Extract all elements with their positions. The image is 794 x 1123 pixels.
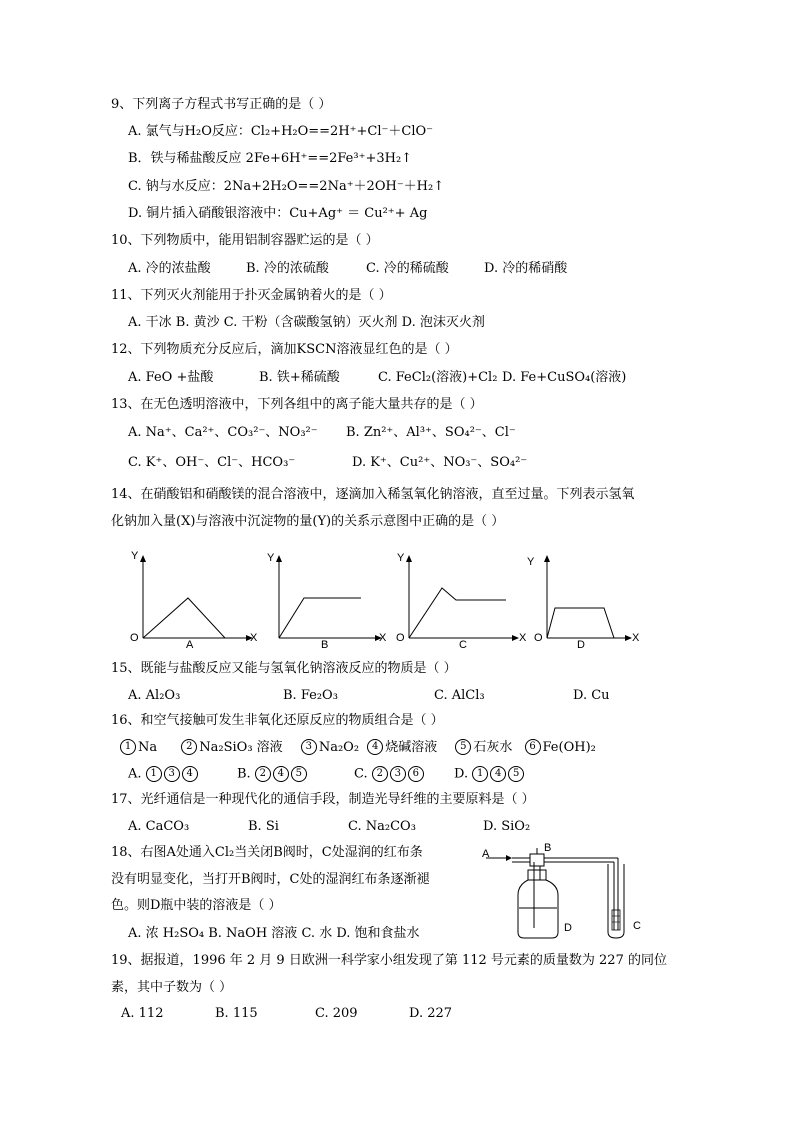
- circled-number: 5: [455, 739, 471, 755]
- graph-a-plot: [128, 550, 260, 650]
- q10-option-c: C. 冷的稀硫酸: [366, 261, 449, 276]
- q16-item-3: 3 Na₂O₂: [301, 740, 359, 755]
- q12-stem: 12、下列物质充分反应后，滴加KSCN溶液显红色的是（ ）: [111, 342, 458, 357]
- q19-option-c: C. 209: [315, 1006, 358, 1021]
- q10-option-d: D. 冷的稀硝酸: [484, 261, 568, 276]
- q10-option-b: B. 冷的浓硫酸: [246, 261, 329, 276]
- graph-b-plot: [264, 550, 394, 650]
- q9-option-c: C. 钠与水反应：2Na+2H₂O==2Na⁺＋2OH⁻＋H₂↑: [128, 179, 445, 194]
- q13-option-d: D. K⁺、Cu²⁺、NO₃⁻、SO₄²⁻: [352, 455, 528, 470]
- q16-item-5: 5 石灰水: [455, 740, 512, 755]
- q14-stem-line2: 化钠加入量(X)与溶液中沉淀物的量(Y)的关系示意图中正确的是（ ）: [111, 514, 505, 529]
- apparatus-label-a: A: [482, 848, 490, 860]
- q15-option-b: B. Fe₂O₃: [283, 688, 338, 703]
- circled-number: 1: [120, 739, 136, 755]
- q12-option-d: D. Fe+CuSO₄(溶液): [502, 370, 627, 385]
- q12-option-c: C. FeCl₂(溶液)+Cl₂: [378, 370, 498, 385]
- graph-a-origin: O: [130, 632, 139, 644]
- graph-a-x-label: X: [250, 632, 258, 644]
- q16-stem: 16、和空气接触可发生非氧化还原反应的物质组合是（ ）: [111, 713, 444, 728]
- graph-d-plot: [532, 550, 642, 650]
- q9-option-a: A. 氯气与H₂O反应：Cl₂+H₂O==2H⁺+Cl⁻＋ClO⁻: [128, 124, 434, 139]
- q11-stem: 11、下列灭火剂能用于扑灭金属钠着火的是（ ）: [111, 288, 392, 303]
- q16-item-6: 6 Fe(OH)₂: [525, 740, 596, 755]
- q9-option-b: B．铁与稀盐酸反应 2Fe+6H⁺==2Fe³⁺+3H₂↑: [128, 151, 413, 166]
- graph-a: [128, 550, 260, 650]
- graph-d-origin: O: [534, 632, 543, 644]
- q16-item-1: 1 Na: [120, 740, 157, 755]
- q11-options: A. 干冰 B. 黄沙 C. 干粉（含碳酸氢钠）灭火剂 D. 泡沫灭火剂: [128, 315, 485, 330]
- q16-option-b: B. 2 4 5: [237, 766, 309, 783]
- q19-line2: 素，其中子数为（ ）: [111, 980, 233, 995]
- graph-c: [394, 550, 535, 651]
- q16-option-d: D. 1 4 5: [454, 766, 526, 783]
- q19-option-d: D. 227: [409, 1006, 453, 1021]
- graph-b-x-label: X: [379, 632, 387, 644]
- circled-number: 3: [301, 739, 317, 755]
- circled-number: 4: [367, 739, 383, 755]
- graph-c-x-label: X: [519, 632, 527, 644]
- q17-option-d: D. SiO₂: [483, 819, 531, 834]
- graph-b-letter: B: [321, 639, 329, 651]
- q19-option-b: B. 115: [215, 1006, 258, 1021]
- q18-line1: 18、右图A处通入Cl₂当关闭B阀时，C处湿润的红布条: [111, 845, 423, 860]
- q9-stem: 9、下列离子方程式书写正确的是（ ）: [111, 97, 332, 112]
- graph-c-origin: O: [396, 632, 405, 644]
- q15-option-d: D. Cu: [573, 688, 610, 703]
- apparatus-label-c: C: [633, 920, 641, 932]
- circled-number: 6: [525, 739, 541, 755]
- q10-stem: 10、下列物质中，能用铝制容器贮运的是（ ）: [111, 233, 379, 248]
- graph-c-letter: C: [459, 639, 467, 651]
- q13-option-c: C. K⁺、OH⁻、Cl⁻、HCO₃⁻: [128, 455, 296, 470]
- q16-items: [120, 739, 596, 756]
- apparatus-label-b: B: [544, 842, 552, 854]
- circled-number: 2: [181, 739, 197, 755]
- q18-line2: 没有明显变化，当打开B阀时，C处的湿润红布条逐渐褪: [111, 872, 430, 887]
- q16-item-2: 2 Na₂SiO₃ 溶液: [181, 740, 282, 755]
- q14-stem-line1: 14、在硝酸铝和硝酸镁的混合溶液中，逐滴加入稀氢氧化钠溶液，直至过量。下列表示氢氧: [111, 487, 635, 502]
- graph-d-x-label: X: [632, 632, 640, 644]
- q12-option-b: B. 铁+稀硫酸: [259, 370, 340, 385]
- q13-stem: 13、在无色透明溶液中，下列各组中的离子能大量共存的是（ ）: [111, 397, 483, 412]
- graph-b-y-label: Y: [267, 552, 275, 564]
- q15-option-a: A. Al₂O₃: [128, 688, 181, 703]
- q15-stem: 15、既能与盐酸反应又能与氢氧化钠溶液反应的物质是（ ）: [111, 661, 457, 676]
- apparatus-label-d: D: [564, 922, 572, 934]
- graph-b: [264, 550, 394, 650]
- q15-option-c: C. AlCl₃: [434, 688, 485, 703]
- graph-a-letter: A: [186, 639, 194, 651]
- q9-option-d: D. 铜片插入硝酸银溶液中：Cu+Ag⁺ ＝ Cu²⁺+ Ag: [128, 206, 428, 221]
- q16-item-4: 4 烧碱溶液: [367, 740, 437, 755]
- q10-option-a: A. 冷的浓盐酸: [128, 261, 211, 276]
- q13-option-a: A. Na⁺、Ca²⁺、CO₃²⁻、NO₃²⁻: [128, 425, 318, 440]
- q17-stem: 17、光纤通信是一种现代化的通信手段，制造光导纤维的主要原料是（ ）: [111, 792, 535, 807]
- q19-line1: 19、据报道，1996 年 2 月 9 日欧洲一科学家小组发现了第 112 号元素的质量数为 227 的同位: [111, 953, 667, 968]
- graph-c-y-label: Y: [397, 552, 405, 564]
- apparatus-figure: [478, 840, 658, 949]
- q13-option-b: B. Zn²⁺、Al³⁺、SO₄²⁻、Cl⁻: [346, 425, 516, 440]
- q17-option-a: A. CaCO₃: [128, 819, 190, 834]
- q17-option-b: B. Si: [248, 819, 279, 834]
- graph-d: [527, 550, 642, 651]
- graph-c-plot: [394, 550, 535, 650]
- graph-d-y-label: Y: [527, 556, 535, 568]
- graph-a-y-label: Y: [131, 550, 139, 562]
- q18-line3: 色。则D瓶中装的溶液是（ ）: [111, 898, 282, 913]
- q17-option-c: C. Na₂CO₃: [348, 819, 416, 834]
- q19-option-a: A. 112: [121, 1006, 164, 1021]
- q12-option-a: A. FeO +盐酸: [128, 370, 214, 385]
- graph-d-letter: D: [577, 639, 585, 651]
- q16-option-c: C. 2 3 6: [354, 766, 426, 783]
- q16-option-a: A. 1 3 4: [128, 766, 200, 783]
- q18-options: A. 浓 H₂SO₄ B. NaOH 溶液 C. 水 D. 饱和食盐水: [128, 926, 420, 941]
